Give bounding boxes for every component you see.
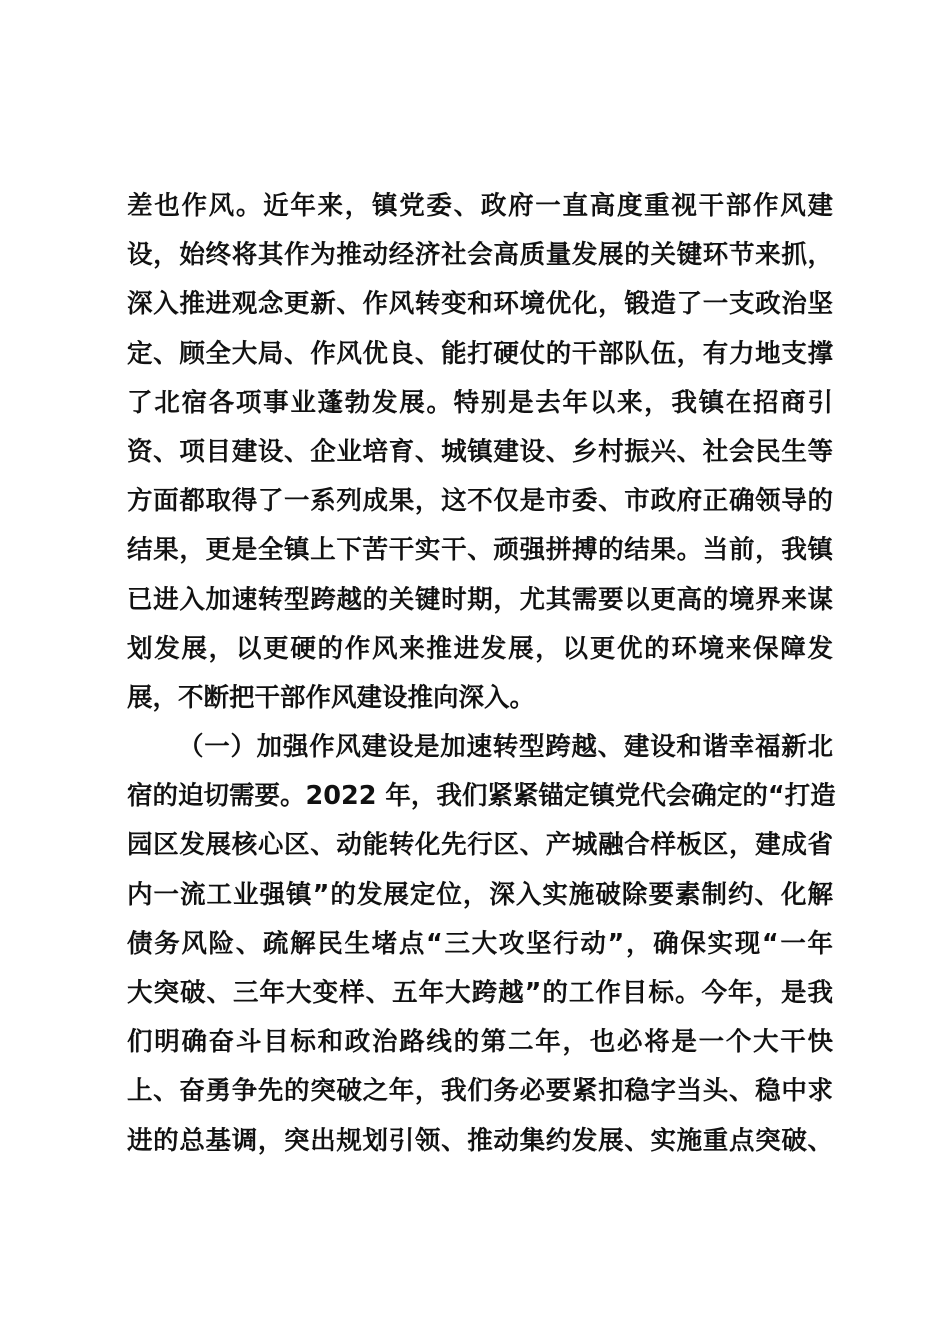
text-line: 上、奋勇争先的突破之年，我们务必要紧扣稳字当头、稳中求 — [127, 1076, 833, 1107]
text-line: 进的总基调，突出规划引领、推动集约发展、实施重点突破、 — [127, 1125, 833, 1156]
paragraph-intro — [127, 182, 833, 723]
text-line: 宿的迫切需要。2022 年，我们紧紧锚定镇党代会确定的“打造 — [127, 781, 836, 812]
text-line: 已进入加速转型跨越的关键时期，尤其需要以更高的境界来谋 — [127, 584, 833, 615]
text-line: 差也作风。近年来，镇党委、政府一直高度重视干部作风建 — [127, 191, 833, 221]
body-text — [127, 182, 836, 1166]
text-line: 展，不断把干部作风建设推向深入。 — [127, 682, 536, 713]
text-line: 结果，更是全镇上下苦干实干、顽强拼搏的结果。当前，我镇 — [127, 535, 833, 566]
text-line: 定、顾全大局、作风优良、能打硬仗的干部队伍，有力地支撑 — [127, 338, 833, 369]
text-line: 资、项目建设、企业培育、城镇建设、乡村振兴、社会民生等 — [127, 436, 833, 467]
text-line: 划发展，以更硬的作风来推进发展，以更优的环境来保障发 — [127, 633, 833, 664]
text-line: 设，始终将其作为推动经济社会高质量发展的关键环节来抓， — [127, 240, 833, 271]
text-line: 深入推进观念更新、作风转变和环境优化，锻造了一支政治坚 — [127, 289, 833, 320]
text-line: 债务风险、疏解民生堵点“三大攻坚行动”，确保实现“一年 — [127, 928, 833, 959]
paragraph-section-one — [127, 723, 836, 1166]
text-line: 了北宿各项事业蓬勃发展。特别是去年以来，我镇在招商引 — [127, 387, 833, 418]
section-heading-line: （一）加强作风建设是加速转型跨越、建设和谐幸福新北 — [178, 732, 833, 763]
text-line: 们明确奋斗目标和政治路线的第二年，也必将是一个大干快 — [127, 1027, 833, 1058]
text-line: 内一流工业强镇”的发展定位，深入实施破除要素制约、化解 — [127, 879, 833, 910]
text-line: 大突破、三年大变样、五年大跨越”的工作目标。今年，是我 — [127, 978, 833, 1008]
text-line: 方面都取得了一系列成果，这不仅是市委、市政府正确领导的 — [127, 486, 833, 517]
text-line: 园区发展核心区、动能转化先行区、产城融合样板区，建成省 — [127, 830, 833, 861]
